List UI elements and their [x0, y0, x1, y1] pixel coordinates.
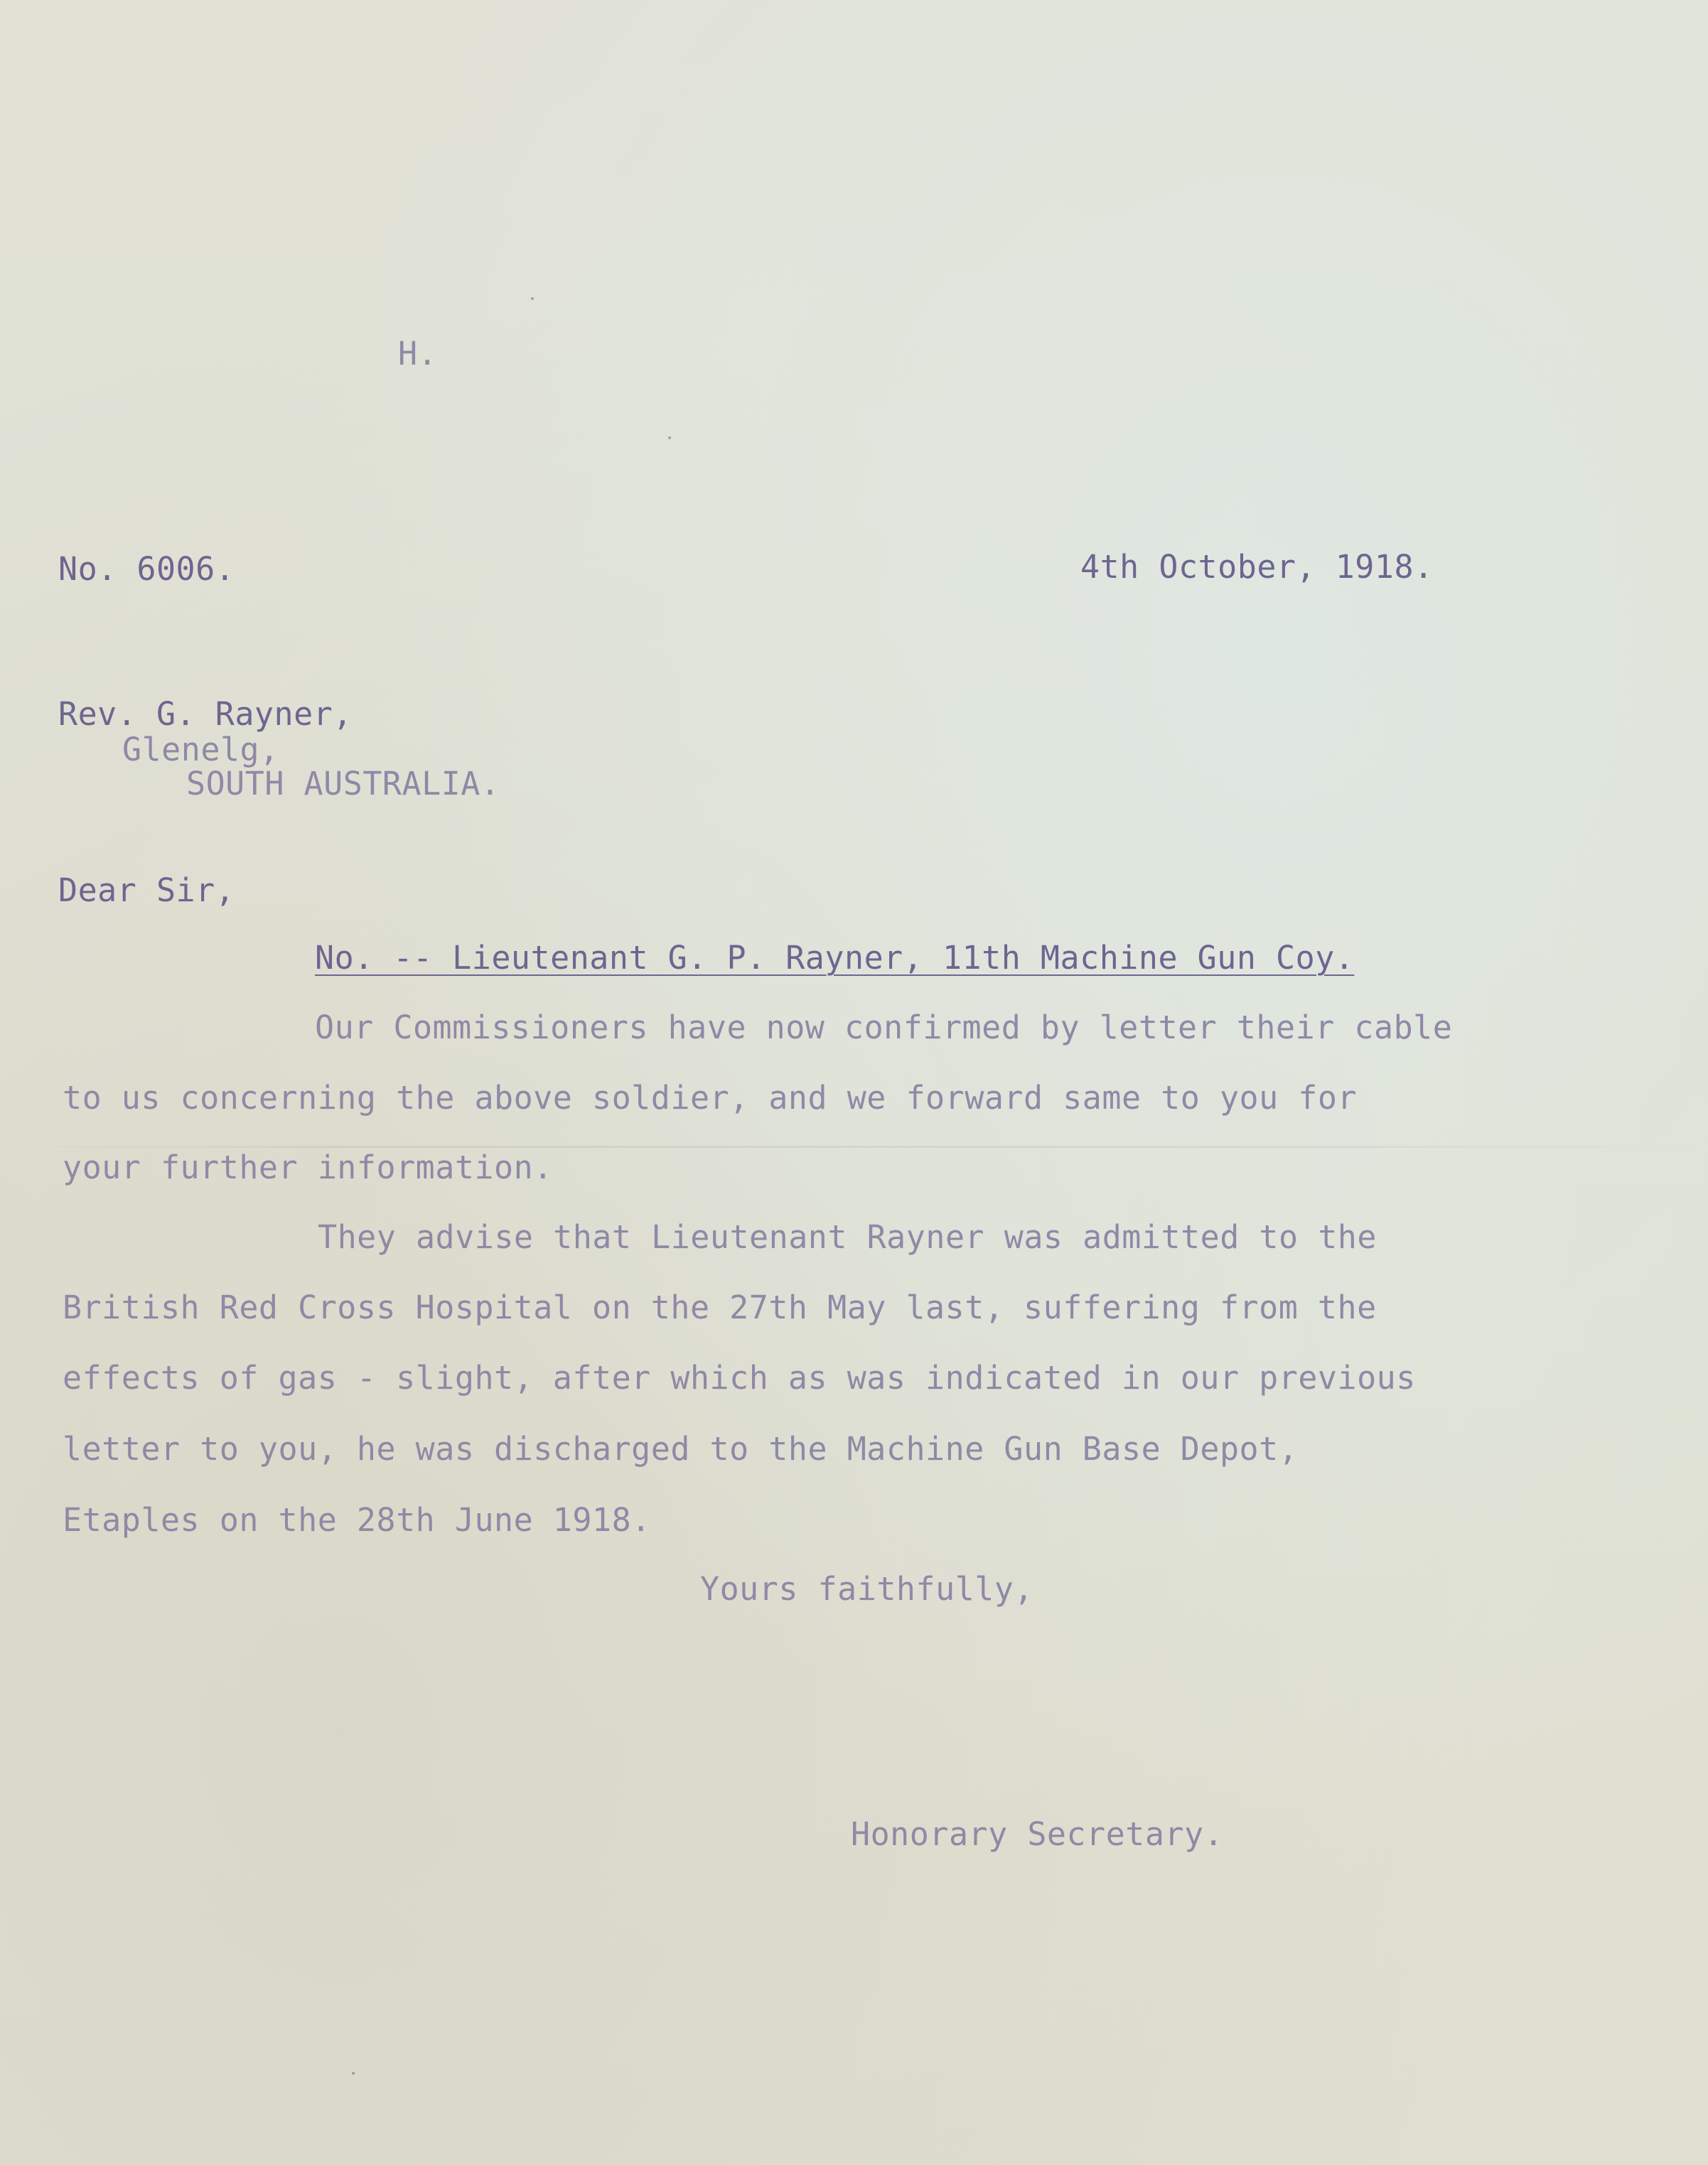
body-line: to us concerning the above soldier, and we forward same to you for: [63, 1079, 1358, 1117]
closing: Yours faithfully,: [700, 1570, 1034, 1608]
body-line: Our Commissioners have now confirmed by letter their cable: [315, 1009, 1453, 1046]
paper-fold-line: [0, 1146, 1708, 1148]
subject-line: No. -- Lieutenant G. P. Rayner, 11th Machine Gun Coy.: [315, 939, 1355, 977]
letter-date: 4th October, 1918.: [1080, 548, 1434, 586]
body-line: letter to you, he was discharged to the Machine Gun Base Depot,: [63, 1430, 1299, 1468]
addressee-town: Glenelg,: [122, 731, 279, 768]
addressee-state: SOUTH AUSTRALIA.: [186, 765, 500, 802]
addressee-name: Rev. G. Rayner,: [58, 695, 353, 733]
paper-speck: [531, 297, 534, 300]
body-line: They advise that Lieutenant Rayner was admitted to the: [318, 1218, 1377, 1256]
body-line: Etaples on the 28th June 1918.: [63, 1501, 651, 1539]
body-line: British Red Cross Hospital on the 27th May last, suffering from the: [63, 1289, 1377, 1326]
paper-speck: [352, 2072, 355, 2075]
salutation: Dear Sir,: [58, 871, 235, 909]
body-line: effects of gas - slight, after which as was indicated in our previous: [63, 1359, 1416, 1397]
reference-number: No. 6006.: [58, 550, 235, 588]
signature-title: Honorary Secretary.: [851, 1815, 1224, 1853]
body-line: your further information.: [63, 1149, 553, 1186]
file-mark: H.: [398, 335, 438, 372]
paper-speck: [668, 436, 671, 439]
